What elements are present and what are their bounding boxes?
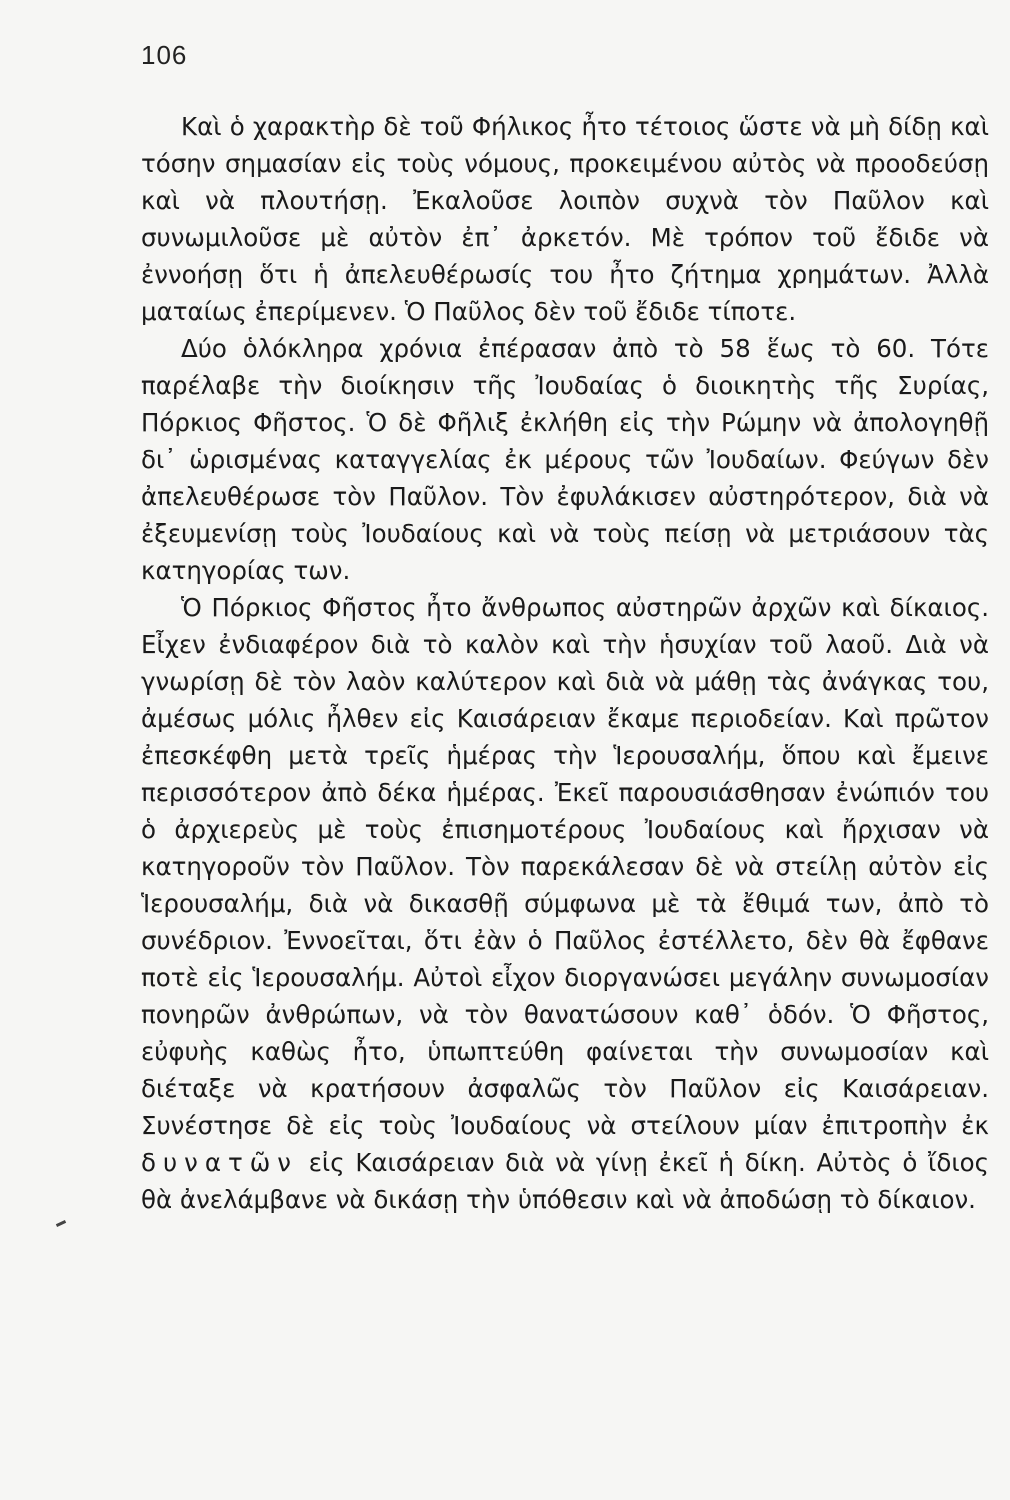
paragraph-3-text-before: Ὁ Πόρκιος Φῆστος ἦτο ἄνθρωπος αὐστηρῶν ἀρχῶν καὶ δίκαιος. Εἶχεν ἐνδιαφέρον διὰ τὸ καλὸν καὶ τὴν ἡσυχίαν τοῦ λαοῦ. Διὰ νὰ γνωρίσῃ δὲ τὸν λαὸν καλύτερον καὶ διὰ νὰ μάθῃ τὰς ἀνάγκας του, ἀμέσως μόλις ἦλθεν εἰς Καισάρειαν ἔκαμε περιοδείαν. Καὶ πρῶτον ἐπεσκέφθη μετὰ τρεῖς ἡμέρας τὴν Ἱερουσαλήμ, ὅπου καὶ ἔμεινε περισσότερον ἀπὸ δέκα ἡμέρας. Ἐκεῖ παρουσιάσθησαν ἐνώπιόν του ὁ ἀρχιερεὺς μὲ τοὺς ἐπισημοτέρους Ἰουδαίους καὶ ἤρχισαν νὰ κατηγοροῦν τὸν Παῦλον. Τὸν παρεκάλεσαν δὲ νὰ στείλῃ αὐτὸν εἰς Ἱερουσαλήμ, διὰ νὰ δικασθῇ σύμφωνα μὲ τὰ ἔθιμά των, ἀπὸ τὸ συνέδριον. Ἐννοεῖται, ὅτι ἐὰν ὁ Παῦλος ἐστέλλετο, δὲν θὰ ἔφθανε ποτὲ εἰς Ἱερουσαλήμ. Αὐτοὶ εἶχον διοργανώσει μεγάλην συνωμοσίαν πονηρῶν ἀνθρώπων, νὰ τὸν θανατώσουν καθ᾽ ὁδόν. Ὁ Φῆστος, εὐφυὴς καθὼς ἦτο, ὑπωπτεύθη φαίνεται τὴν συνωμοσίαν καὶ διέταξε νὰ κρατήσουν ἀσφαλῶς τὸν Παῦλον εἰς Καισάρειαν. Συνέστησε δὲ εἰς τοὺς Ἰουδαίους νὰ στείλουν μίαν ἐπιτροπὴν ἐκ [141, 593, 989, 1140]
paragraph-3-text-after: εἰς Καισάρειαν διὰ νὰ γίνῃ ἐκεῖ ἡ δίκη. Αὐτὸς ὁ ἴδιος θὰ ἀνελάμβανε νὰ δικάσῃ τὴν ὑπόθεσιν καὶ νὰ ἀποδώσῃ τὸ δίκαιον. [141, 1148, 989, 1214]
paragraph-2: Δύο ὁλόκληρα χρόνια ἐπέρασαν ἀπὸ τὸ 58 ἕως τὸ 60. Τότε παρέλαβε τὴν διοίκησιν τῆς Ἰουδαίας ὁ διοικητὴς τῆς Συρίας, Πόρκιος Φῆστος. Ὁ δὲ Φῆλιξ ἐκλήθη εἰς τὴν Ρώμην νὰ ἀπολογηθῇ δι᾽ ὡρισμένας καταγγελίας ἐκ μέρους τῶν Ἰουδαίων. Φεύγων δὲν ἀπελευθέρωσε τὸν Παῦλον. Τὸν ἐφυλάκισεν αὐστηρότερον, διὰ νὰ ἐξευμενίσῃ τοὺς Ἰουδαίους καὶ νὰ τοὺς πείσῃ νὰ μετριάσουν τὰς κατηγορίας των. [141, 334, 989, 585]
stray-ink-mark [56, 1220, 66, 1227]
paragraph-1: Καὶ ὁ χαρακτὴρ δὲ τοῦ Φήλικος ἦτο τέτοιος ὥστε νὰ μὴ δίδῃ καὶ τόσην σημασίαν εἰς τοὺς νόμους, προκειμένου αὐτὸς νὰ προοδεύσῃ καὶ νὰ πλουτήσῃ. Ἐκαλοῦσε λοιπὸν συχνὰ τὸν Παῦλον καὶ συνωμιλοῦσε μὲ αὐτὸν ἐπ᾽ ἀρκετόν. Μὲ τρόπον τοῦ ἔδιδε νὰ ἐννοήσῃ ὅτι ἡ ἀπελευθέρωσίς του ἦτο ζήτημα χρημάτων. Ἀλλὰ ματαίως ἐπερίμενεν. Ὁ Παῦλος δὲν τοῦ ἔδιδε τίποτε. [141, 112, 989, 326]
paragraph-3 [141, 589, 989, 1218]
body-text [141, 108, 989, 1218]
emphasized-word: δυνατῶν [141, 1148, 298, 1177]
page-number: 106 [141, 40, 188, 70]
